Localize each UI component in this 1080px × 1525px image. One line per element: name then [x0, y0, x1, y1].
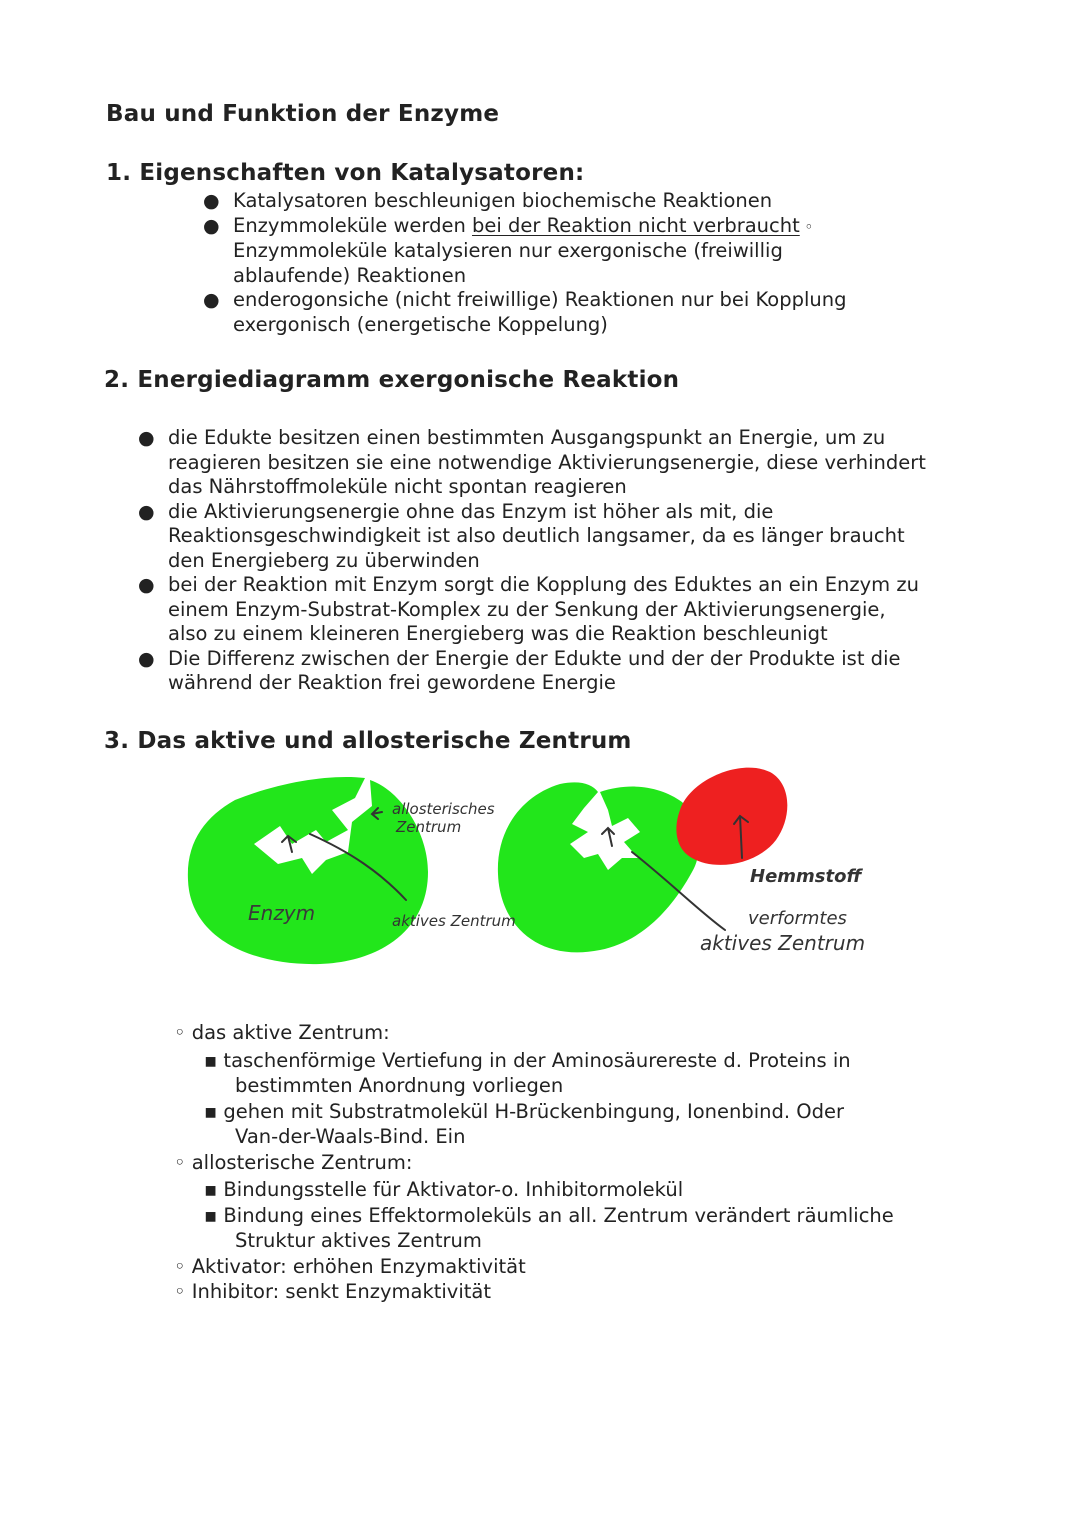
bullet-icon: ●	[138, 647, 155, 670]
list-item: ● bei der Reaktion mit Enzym sorgt die Kopplung des Eduktes an ein Enzym zu einem Enzym-Substrat-Komplex zu der Senkung der Aktivierungsenergie, also zu einem kleineren Energieberg was die Reaktion beschleunigt	[138, 573, 919, 645]
list-item-continuation: Struktur aktives Zentrum	[235, 1229, 482, 1252]
list-item: ● enderogonsiche (nicht freiwillige) Reaktionen nur bei Kopplung exergonisch (energetische Koppelung)	[203, 288, 847, 336]
list-item: ◦ Inhibitor: senkt Enzymaktivität	[174, 1280, 492, 1303]
list-item: ● Katalysatoren beschleunigen biochemische Reaktionen	[203, 189, 773, 212]
section1-heading: 1. Eigenschaften von Katalysatoren:	[106, 160, 585, 186]
arrow-icon	[602, 828, 614, 846]
inhibitor-shape	[676, 768, 787, 865]
label-active: aktives Zentrum	[392, 912, 516, 930]
list-item: ▪ taschenförmige Vertiefung in der Aminosäurereste d. Proteins in	[204, 1048, 851, 1072]
label-allosteric-2: Zentrum	[396, 818, 462, 836]
list-item: ◦ Aktivator: erhöhen Enzymaktivität	[174, 1254, 526, 1278]
enzyme-deformed-shape	[498, 782, 699, 952]
list-item-continuation: Van-der-Waals-Bind. Ein	[235, 1125, 466, 1148]
bullet-icon: ●	[138, 500, 155, 523]
underlined-text: bei der Reaktion nicht verbraucht	[472, 213, 800, 237]
section3-notes	[174, 1020, 974, 1305]
label-enzyme: Enzym	[248, 901, 316, 925]
section2-list	[138, 426, 988, 696]
document-title: Bau und Funktion der Enzyme	[106, 101, 500, 127]
bullet-icon: ●	[203, 214, 220, 237]
list-item: ▪ gehen mit Substratmolekül H-Brückenbingung, Ionenbind. Oder	[204, 1099, 845, 1123]
label-deformed: verformtes	[748, 908, 847, 929]
label-allosteric: allosterisches	[392, 800, 495, 818]
bullet-icon: ●	[138, 427, 155, 449]
enzyme-diagram	[180, 762, 920, 972]
section1-list	[203, 189, 993, 337]
bullet-icon: ●	[203, 190, 220, 212]
list-item-continuation: bestimmten Anordnung vorliegen	[235, 1074, 564, 1097]
list-item: ● die Aktivierungsenergie ohne das Enzym ist höher als mit, die Reaktionsgeschwindigkeit ist also deutlich langsamer, da es länger braucht den Energieberg zu überwinden	[138, 499, 905, 572]
list-item: ● Enzymmoleküle werden bei der Reaktion nicht verbraucht ◦ Enzymmoleküle katalysieren nur exergonische (freiwillig ablaufende) Reaktionen	[203, 213, 814, 287]
bullet-icon: ●	[138, 574, 155, 596]
list-item: ▪ Bindungsstelle für Aktivator-o. Inhibitormolekül	[204, 1178, 684, 1201]
list-item: ◦ das aktive Zentrum:	[174, 1021, 390, 1044]
list-item: ● Die Differenz zwischen der Energie der Edukte und der der Produkte ist die während der Reaktion frei gewordene Energie	[138, 646, 901, 694]
section3-heading: 3. Das aktive und allosterische Zentrum	[104, 728, 632, 754]
list-item: ◦ allosterische Zentrum:	[174, 1150, 413, 1174]
list-item: ● die Edukte besitzen einen bestimmten Ausgangspunkt an Energie, um zu reagieren besitzen sie eine notwendige Aktivierungsenergie, diese verhindert das Nährstoffmoleküle nicht spontan reagieren	[138, 426, 926, 498]
label-deformed-2: aktives Zentrum	[700, 931, 866, 955]
bullet-icon: ●	[203, 289, 220, 311]
list-item: ▪ Bindung eines Effektormoleküls an all. Zentrum verändert räumliche	[204, 1203, 894, 1227]
section2-heading: 2. Energiediagramm exergonische Reaktion	[104, 367, 680, 393]
label-inhibitor: Hemmstoff	[750, 866, 862, 887]
